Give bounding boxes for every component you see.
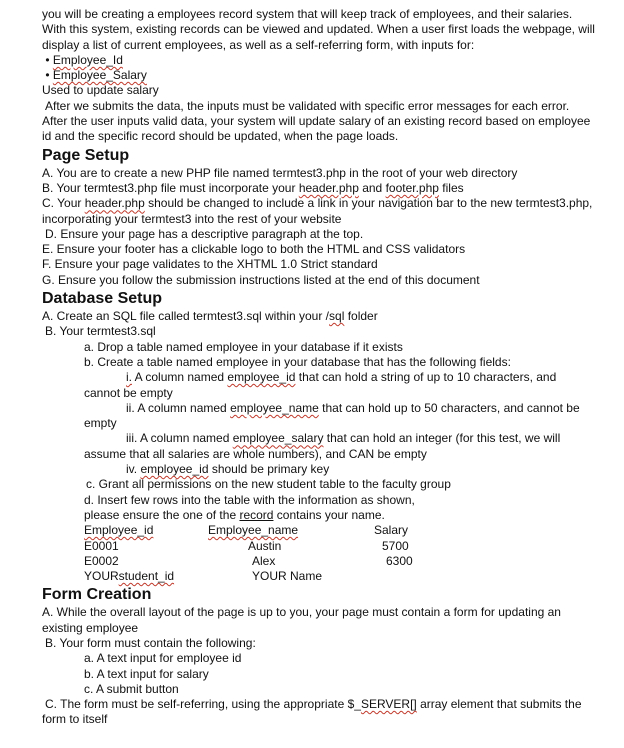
setup-item: F. Ensure your page validates to the XHTML 1.0 Strict standard <box>42 257 378 272</box>
table-row <box>84 539 604 554</box>
bullet-item: • Employee_Salary <box>42 68 147 83</box>
table-row <box>84 554 604 569</box>
db-subitem: b. Create a table named employee in your database that has the following fields: <box>84 354 511 369</box>
setup-item: B. Your termtest3.php file must incorporate your header.php and footer.php files <box>42 180 464 195</box>
db-field-item: iii. A column named employee_salary that can hold an integer (for this test, we will <box>126 431 561 446</box>
table-cell: 5700 <box>382 538 409 553</box>
bullet-text: Employee_Salary <box>52 68 147 83</box>
db-item: A. Create an SQL file called termtest3.sql within your /sql folder <box>42 309 378 324</box>
form-subitem: c. A submit button <box>84 681 179 696</box>
table-cell: YOUR Name <box>252 569 323 584</box>
section-heading: Form Creation <box>42 586 152 604</box>
table-cell: YOUR student_id <box>84 569 175 584</box>
table-cell: 6300 <box>386 553 413 568</box>
intro-line: Used to update salary <box>42 83 159 98</box>
bullet-text: Employee_Id <box>52 52 123 67</box>
intro-line: id and the specific record should be updated, when the page loads. <box>42 129 399 144</box>
setup-item-cont: incorporating your termtest3 into the rest of your website <box>42 211 342 226</box>
setup-item: C. Your header.php should be changed to include a link in your navigation bar to the new termtest3.php, <box>42 196 593 211</box>
db-subitem: c. Grant all permissions on the new student table to the faculty group <box>86 477 451 492</box>
db-field-item: ii. A column named employee_name that can hold up to 50 characters, and cannot be <box>126 400 580 415</box>
bullet-item: • Employee_Id <box>42 52 123 67</box>
db-field-item: iv. employee_id should be primary key <box>126 462 330 477</box>
table-row <box>84 569 604 584</box>
form-subitem: b. A text input for salary <box>84 666 209 681</box>
setup-item: E. Ensure your footer has a clickable logo to both the HTML and CSS validators <box>42 242 466 257</box>
db-field-cont: cannot be empty <box>84 385 173 400</box>
form-item-cont: form to itself <box>42 712 108 727</box>
form-item: B. Your form must contain the following: <box>45 635 256 650</box>
db-field-item: i. A column named employee_id that can hold a string of up to 10 characters, and <box>126 370 557 385</box>
db-field-cont: empty <box>84 416 117 431</box>
setup-item: D. Ensure your page has a descriptive paragraph at the top. <box>45 226 364 241</box>
intro-line: display a list of current employees, as well as a self-referring form, with inputs for: <box>42 37 475 52</box>
table-header-row <box>84 523 604 538</box>
table-cell: E0001 <box>84 538 119 553</box>
section-heading: Database Setup <box>42 290 163 308</box>
intro-line: After we submits the data, the inputs must be validated with specific error messages for each error. <box>45 98 570 113</box>
form-item-cont: existing employee <box>42 620 139 635</box>
setup-item: A. You are to create a new PHP file named termtest3.php in the root of your web directory <box>42 165 518 180</box>
table-cell: Austin <box>248 538 282 553</box>
db-subitem: d. Insert few rows into the table with the information as shown, <box>84 492 415 507</box>
db-field-cont: assume that all salaries are whole numbers), and CAN be empty <box>84 446 427 461</box>
intro-line: With this system, existing records can be viewed and updated. When a user first loads the webpage, will <box>42 22 595 37</box>
db-item: B. Your termtest3.sql <box>45 324 156 339</box>
setup-item: G. Ensure you follow the submission instructions listed at the end of this document <box>42 272 480 287</box>
table-header-cell: Employee_id <box>84 523 154 538</box>
table-cell: E0002 <box>84 553 119 568</box>
intro-line: you will be creating a employees record system that will keep track of employees, and their salaries. <box>42 7 573 21</box>
form-subitem: a. A text input for employee id <box>84 651 242 666</box>
form-item: C. The form must be self-referring, using the appropriate $_SERVER[] array element that submits the <box>45 697 582 712</box>
table-cell: Alex <box>252 553 276 568</box>
db-subitem: a. Drop a table named employee in your database if it exists <box>84 339 403 354</box>
table-header-cell: Salary <box>374 523 409 538</box>
intro-line: After the user inputs valid data, your system will update salary of an existing record based on employee <box>42 114 591 129</box>
table-header-cell: Employee_name <box>208 523 299 538</box>
form-item: A. While the overall layout of the page is up to you, your page must contain a form for updating an <box>42 605 561 620</box>
db-subitem: please ensure the one of the record contains your name. <box>84 507 385 522</box>
section-heading: Page Setup <box>42 146 130 164</box>
